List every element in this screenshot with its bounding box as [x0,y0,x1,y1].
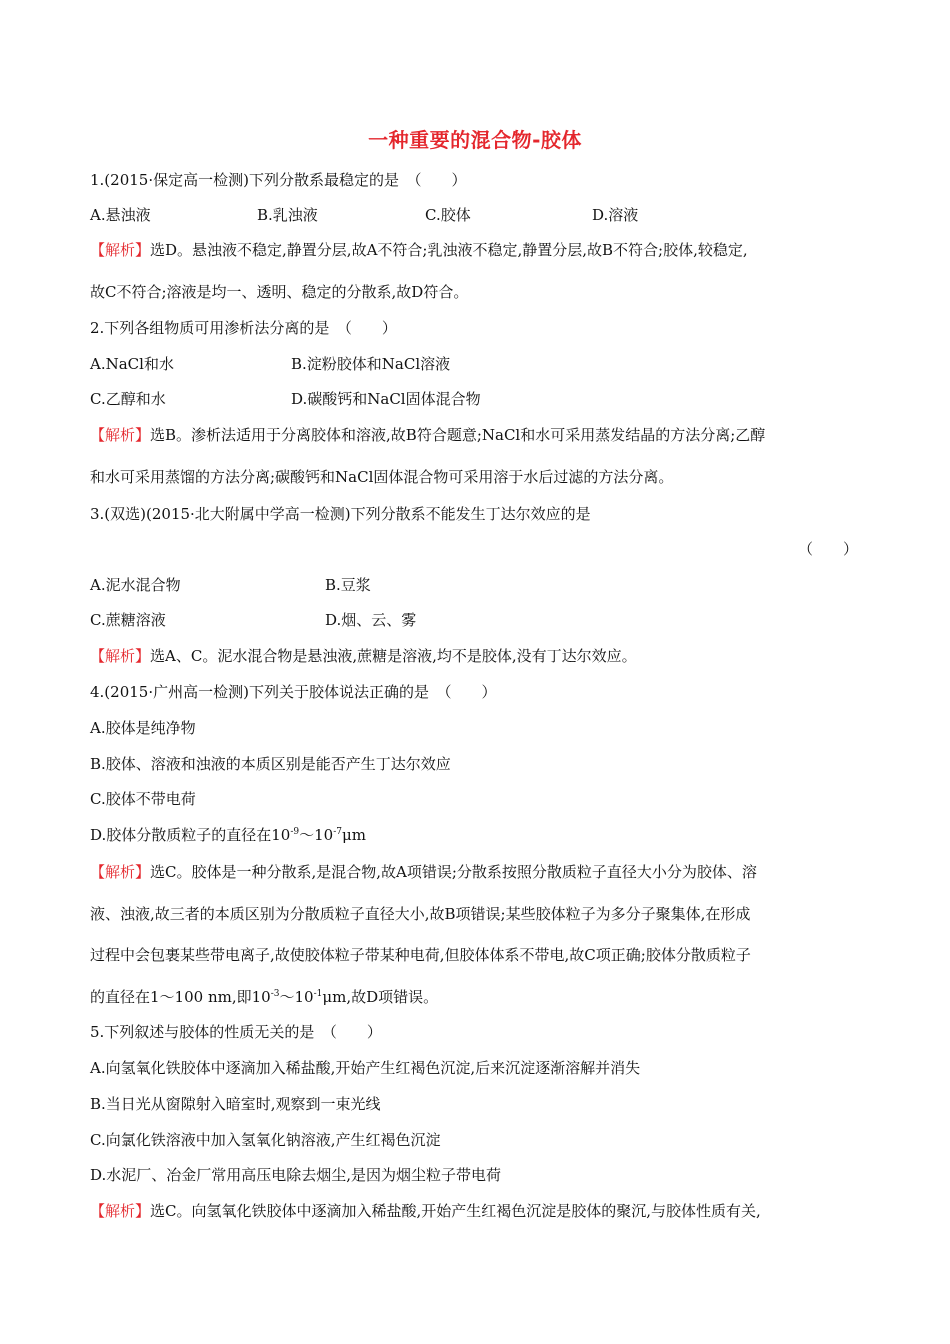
question-3-stem: 3.(双选)(2015·北大附属中学高一检测)下列分散系不能发生丁达尔效应的是 [90,505,591,523]
q4-explanation-line-1: 【解析】选C。胶体是一种分散系,是混合物,故A项错误;分散系按照分散质粒子直径大小分为胶体、溶 [90,863,757,881]
q3-option-d: D.烟、云、雾 [325,611,417,629]
explanation-tag: 【解析】 [90,1202,151,1220]
q2-explanation-line-2: 和水可采用蒸馏的方法分离;碳酸钙和NaCl固体混合物可采用溶于水后过滤的方法分离。 [90,468,674,486]
explanation-tag: 【解析】 [90,863,151,881]
q1-explanation-line-1: 【解析】选D。悬浊液不稳定,静置分层,故A不符合;乳浊液不稳定,静置分层,故B不符合;胶体,较稳定, [90,241,748,259]
q1-option-b: B.乳浊液 [257,206,318,224]
q2-option-d: D.碳酸钙和NaCl固体混合物 [291,390,481,408]
q5-explanation-line-1: 【解析】选C。向氢氧化铁胶体中逐滴加入稀盐酸,开始产生红褐色沉淀是胶体的聚沉,与胶体性质有关, [90,1202,761,1220]
q3-option-a: A.泥水混合物 [90,576,181,594]
question-4-stem: 4.(2015·广州高一检测)下列关于胶体说法正确的是 （ ） [90,683,497,701]
q1-explanation-line-2: 故C不符合;溶液是均一、透明、稳定的分散系,故D符合。 [90,283,469,301]
question-5-stem: 5.下列叙述与胶体的性质无关的是 （ ） [90,1023,382,1041]
question-2-stem: 2.下列各组物质可用渗析法分离的是 （ ） [90,319,397,337]
q4-explanation-line-3: 过程中会包裹某些带电离子,故使胶体粒子带某种电荷,但胶体体系不带电,故C项正确;胶体分散质粒子 [90,946,751,964]
q4-explanation-line-2: 液、浊液,故三者的本质区别为分散质粒子直径大小,故B项错误;某些胶体粒子为多分子聚集体,在形成 [90,905,751,923]
q2-option-c: C.乙醇和水 [90,390,166,408]
q1-option-c: C.胶体 [425,206,471,224]
q5-option-b: B.当日光从窗隙射入暗室时,观察到一束光线 [90,1095,381,1113]
q4-option-b: B.胶体、溶液和浊液的本质区别是能否产生丁达尔效应 [90,755,451,773]
q3-option-c: C.蔗糖溶液 [90,611,166,629]
q4-option-c: C.胶体不带电荷 [90,790,196,808]
q3-answer-bracket: （ ） [798,540,859,558]
q3-explanation-line-1: 【解析】选A、C。泥水混合物是悬浊液,蔗糖是溶液,均不是胶体,没有丁达尔效应。 [90,647,637,665]
q2-explanation-line-1: 【解析】选B。渗析法适用于分离胶体和溶液,故B符合题意;NaCl和水可采用蒸发结晶的方法分离;乙醇 [90,426,766,444]
page-title: 一种重要的混合物-胶体 [368,128,582,152]
explanation-tag: 【解析】 [90,241,151,259]
q1-option-d: D.溶液 [592,206,639,224]
q2-option-b: B.淀粉胶体和NaCl溶液 [291,355,451,373]
q4-option-d: D.胶体分散质粒子的直径在$10^{-9}\sim 10^{-7}\mu m$ [90,826,366,844]
question-1-stem: 1.(2015·保定高一检测)下列分散系最稳定的是 （ ） [90,171,467,189]
q3-option-b: B.豆浆 [325,576,371,594]
q5-option-c: C.向氯化铁溶液中加入氢氧化钠溶液,产生红褐色沉淀 [90,1131,441,1149]
q4-explanation-line-4: 的直径在1～100 nm,即$10^{-3}\sim 10^{-1}\mu m$,故D项错误。 [90,988,439,1006]
q5-option-d: D.水泥厂、冶金厂常用高压电除去烟尘,是因为烟尘粒子带电荷 [90,1166,502,1184]
q1-option-a: A.悬浊液 [90,206,151,224]
q4-option-a: A.胶体是纯净物 [90,719,196,737]
explanation-tag: 【解析】 [90,426,151,444]
q5-option-a: A.向氢氧化铁胶体中逐滴加入稀盐酸,开始产生红褐色沉淀,后来沉淀逐渐溶解并消失 [90,1059,641,1077]
q2-option-a: A.NaCl和水 [90,355,174,373]
explanation-tag: 【解析】 [90,647,151,665]
